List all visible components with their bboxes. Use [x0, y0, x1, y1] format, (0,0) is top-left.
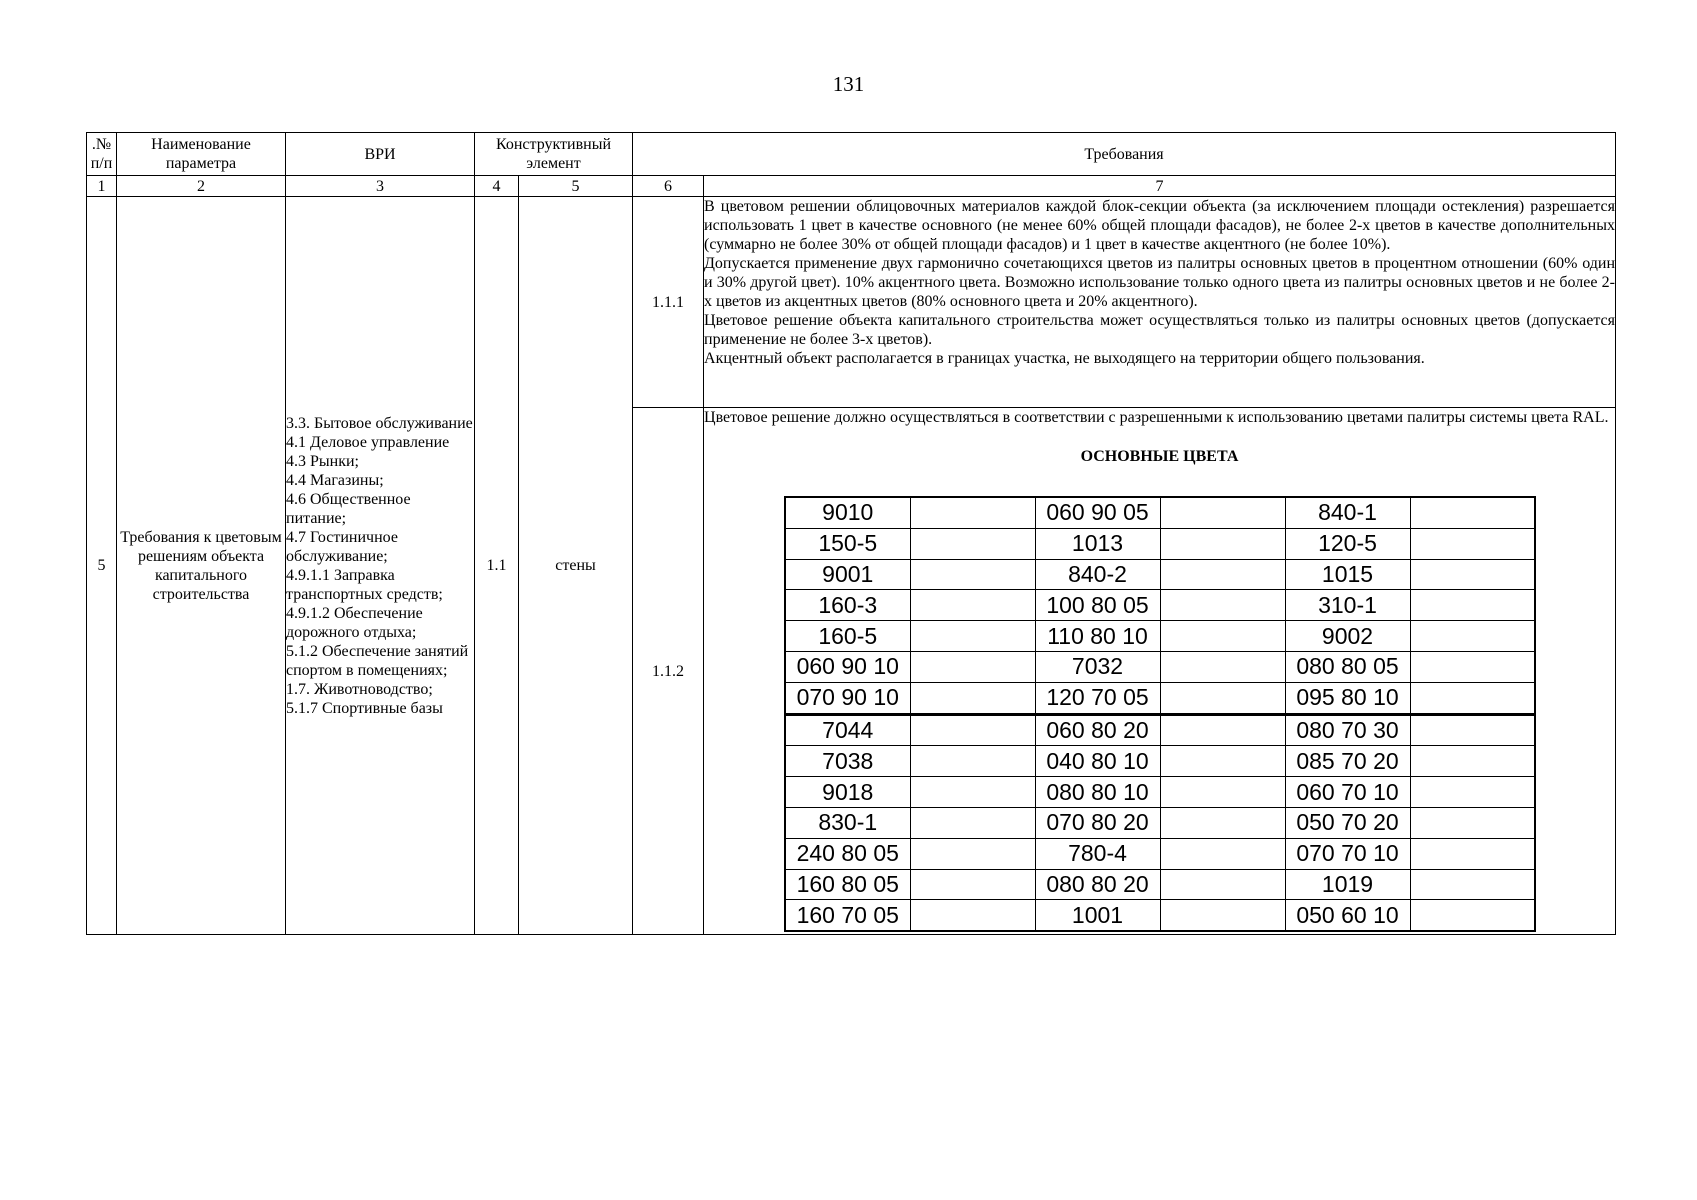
- color-swatch: [910, 590, 1035, 621]
- requirements-table: [86, 132, 1616, 935]
- requirement-code: 1.1.1: [633, 197, 704, 408]
- parameter-name: Требования к цветовым решениям объекта капитального строительства: [117, 197, 286, 935]
- requirement-paragraph: Допускается применение двух гармонично сочетающихся цветов из палитры основных цветов в процентном отношении (60% один и 30% другой цвет). 10% акцентного цвета. Возможно использование только одного цвета из палитры основных цветов и не более 2-х цветов из акцентных цветов (80% основного цвета и 20% акцентного).: [704, 255, 1615, 310]
- header-num: .№ п/п: [87, 133, 117, 176]
- color-swatch: [910, 682, 1035, 714]
- palette-row: [785, 651, 1535, 682]
- header-element: Конструктивный элемент: [475, 133, 633, 176]
- color-swatch: [1160, 497, 1285, 528]
- column-number: 1: [87, 176, 117, 197]
- color-swatch: [910, 621, 1035, 652]
- color-swatch: [1160, 682, 1285, 714]
- palette-row: [785, 746, 1535, 777]
- color-swatch: [1160, 746, 1285, 777]
- color-code: 070 70 10: [1285, 838, 1410, 869]
- color-swatch: [1160, 807, 1285, 838]
- color-swatch: [1410, 900, 1535, 931]
- color-code: 095 80 10: [1285, 682, 1410, 714]
- requirement-text: [704, 408, 1616, 935]
- color-swatch: [1160, 651, 1285, 682]
- color-swatch: [910, 651, 1035, 682]
- palette-row: [785, 838, 1535, 869]
- column-number: 6: [633, 176, 704, 197]
- color-code: 100 80 05: [1035, 590, 1160, 621]
- color-swatch: [1410, 621, 1535, 652]
- color-code: 040 80 10: [1035, 746, 1160, 777]
- color-code: 9001: [785, 559, 910, 590]
- color-code: 7038: [785, 746, 910, 777]
- color-swatch: [1160, 900, 1285, 931]
- color-code: 160 80 05: [785, 869, 910, 900]
- palette-row: [785, 497, 1535, 528]
- color-swatch: [1410, 869, 1535, 900]
- element-code: 1.1: [475, 197, 519, 935]
- color-swatch: [910, 869, 1035, 900]
- vri-item: 4.6 Общественное питание;: [286, 490, 411, 527]
- palette-row: [785, 682, 1535, 714]
- color-code: 7044: [785, 714, 910, 746]
- color-swatch: [1160, 869, 1285, 900]
- color-code: 840-1: [1285, 497, 1410, 528]
- color-code: 9002: [1285, 621, 1410, 652]
- header-requirements: Требования: [633, 133, 1616, 176]
- column-number: 3: [286, 176, 475, 197]
- color-code: 160 70 05: [785, 900, 910, 931]
- color-swatch: [1410, 559, 1535, 590]
- color-code: 080 70 30: [1285, 714, 1410, 746]
- palette-row: [785, 807, 1535, 838]
- requirement-code: 1.1.2: [633, 408, 704, 935]
- color-code: 9010: [785, 497, 910, 528]
- color-swatch: [1410, 590, 1535, 621]
- vri-item: 4.9.1.2 Обеспечение дорожного отдыха;: [286, 604, 423, 641]
- vri-item: 4.7 Гостиничное обслуживание;: [286, 528, 398, 565]
- color-swatch: [910, 838, 1035, 869]
- requirement-paragraph: Цветовое решение объекта капитального строительства может осуществляться только из палитры основных цветов (допускается применение не более 3-х цветов).: [704, 312, 1615, 348]
- palette-row: [785, 528, 1535, 559]
- table-row: [87, 197, 1616, 408]
- color-swatch: [1410, 714, 1535, 746]
- color-code: 1015: [1285, 559, 1410, 590]
- color-swatch: [1410, 497, 1535, 528]
- requirement-paragraph: Цветовое решение должно осуществляться в соответствии с разрешенными к использованию цветами палитры системы цвета RAL.: [704, 409, 1609, 426]
- color-code: 070 90 10: [785, 682, 910, 714]
- vri-list: [286, 197, 475, 935]
- color-code: 310-1: [1285, 590, 1410, 621]
- color-swatch: [1410, 777, 1535, 808]
- color-code: 080 80 10: [1035, 777, 1160, 808]
- vri-item: 3.3. Бытовое обслуживание: [286, 414, 473, 432]
- color-swatch: [1160, 838, 1285, 869]
- color-code: 050 70 20: [1285, 807, 1410, 838]
- color-code: 840-2: [1035, 559, 1160, 590]
- vri-item: 4.4 Магазины;: [286, 471, 384, 489]
- color-swatch: [910, 746, 1035, 777]
- color-swatch: [910, 528, 1035, 559]
- color-swatch: [1410, 651, 1535, 682]
- palette-row: [785, 559, 1535, 590]
- color-swatch: [910, 777, 1035, 808]
- color-code: 085 70 20: [1285, 746, 1410, 777]
- color-swatch: [1160, 777, 1285, 808]
- palette-row: [785, 869, 1535, 900]
- column-number: 2: [117, 176, 286, 197]
- column-number-row: [87, 176, 1616, 197]
- color-swatch: [910, 900, 1035, 931]
- color-code: 7032: [1035, 651, 1160, 682]
- palette-row: [785, 900, 1535, 931]
- color-swatch: [1410, 838, 1535, 869]
- palette-title: ОСНОВНЫЕ ЦВЕТА: [1080, 448, 1239, 465]
- color-swatch: [910, 559, 1035, 590]
- color-swatch: [1160, 621, 1285, 652]
- color-code: 120-5: [1285, 528, 1410, 559]
- header-vri: ВРИ: [286, 133, 475, 176]
- color-code: 830-1: [785, 807, 910, 838]
- vri-item: 4.3 Рынки;: [286, 452, 359, 470]
- color-code: 1001: [1035, 900, 1160, 931]
- color-swatch: [1160, 590, 1285, 621]
- color-code: 120 70 05: [1035, 682, 1160, 714]
- element-name: стены: [519, 197, 633, 935]
- color-code: 060 80 20: [1035, 714, 1160, 746]
- vri-item: 5.1.7 Спортивные базы: [286, 699, 443, 717]
- requirement-paragraph: Акцентный объект располагается в границах участка, не выходящего на территории общего пользования.: [704, 350, 1425, 367]
- color-swatch: [1410, 807, 1535, 838]
- palette-row: [785, 777, 1535, 808]
- row-number: 5: [87, 197, 117, 935]
- vri-item: 1.7. Животноводство;: [286, 680, 433, 698]
- palette-row: [785, 590, 1535, 621]
- color-swatch: [1160, 714, 1285, 746]
- color-palette-table: [784, 496, 1536, 932]
- color-swatch: [910, 497, 1035, 528]
- requirement-paragraph: В цветовом решении облицовочных материалов каждой блок-секции объекта (за исключением площади остекления) разрешается использовать 1 цвет в качестве основного (не менее 60% общей площади фасадов), не более 2-х цветов в качестве дополнительных (суммарно не более 30% от общей площади фасадов) и 1 цвет в качестве акцентного (не более 10%).: [704, 198, 1615, 253]
- color-code: 060 90 05: [1035, 497, 1160, 528]
- palette-row: [785, 714, 1535, 746]
- color-code: 9018: [785, 777, 910, 808]
- vri-item: 4.9.1.1 Заправка транспортных средств;: [286, 566, 443, 603]
- header-row: [87, 133, 1616, 176]
- color-code: 080 80 20: [1035, 869, 1160, 900]
- column-number: 5: [519, 176, 633, 197]
- color-code: 160-3: [785, 590, 910, 621]
- color-swatch: [1410, 746, 1535, 777]
- palette-body: [785, 497, 1535, 931]
- palette-row: [785, 621, 1535, 652]
- color-code: 240 80 05: [785, 838, 910, 869]
- header-name: Наименование параметра: [117, 133, 286, 176]
- color-code: 050 60 10: [1285, 900, 1410, 931]
- color-code: 070 80 20: [1035, 807, 1160, 838]
- color-code: 110 80 10: [1035, 621, 1160, 652]
- vri-item: 5.1.2 Обеспечение занятий спортом в помещениях;: [286, 642, 469, 679]
- color-code: 060 90 10: [785, 651, 910, 682]
- color-swatch: [1160, 528, 1285, 559]
- color-swatch: [1160, 559, 1285, 590]
- color-code: 1013: [1035, 528, 1160, 559]
- requirement-text: [704, 197, 1616, 408]
- color-swatch: [1410, 528, 1535, 559]
- column-number: 7: [704, 176, 1616, 197]
- color-code: 080 80 05: [1285, 651, 1410, 682]
- column-number: 4: [475, 176, 519, 197]
- color-code: 150-5: [785, 528, 910, 559]
- color-code: 780-4: [1035, 838, 1160, 869]
- page-number: 131: [832, 72, 865, 96]
- color-swatch: [910, 807, 1035, 838]
- color-code: 1019: [1285, 869, 1410, 900]
- color-code: 060 70 10: [1285, 777, 1410, 808]
- vri-item: 4.1 Деловое управление: [286, 433, 450, 451]
- color-swatch: [910, 714, 1035, 746]
- color-code: 160-5: [785, 621, 910, 652]
- color-swatch: [1410, 682, 1535, 714]
